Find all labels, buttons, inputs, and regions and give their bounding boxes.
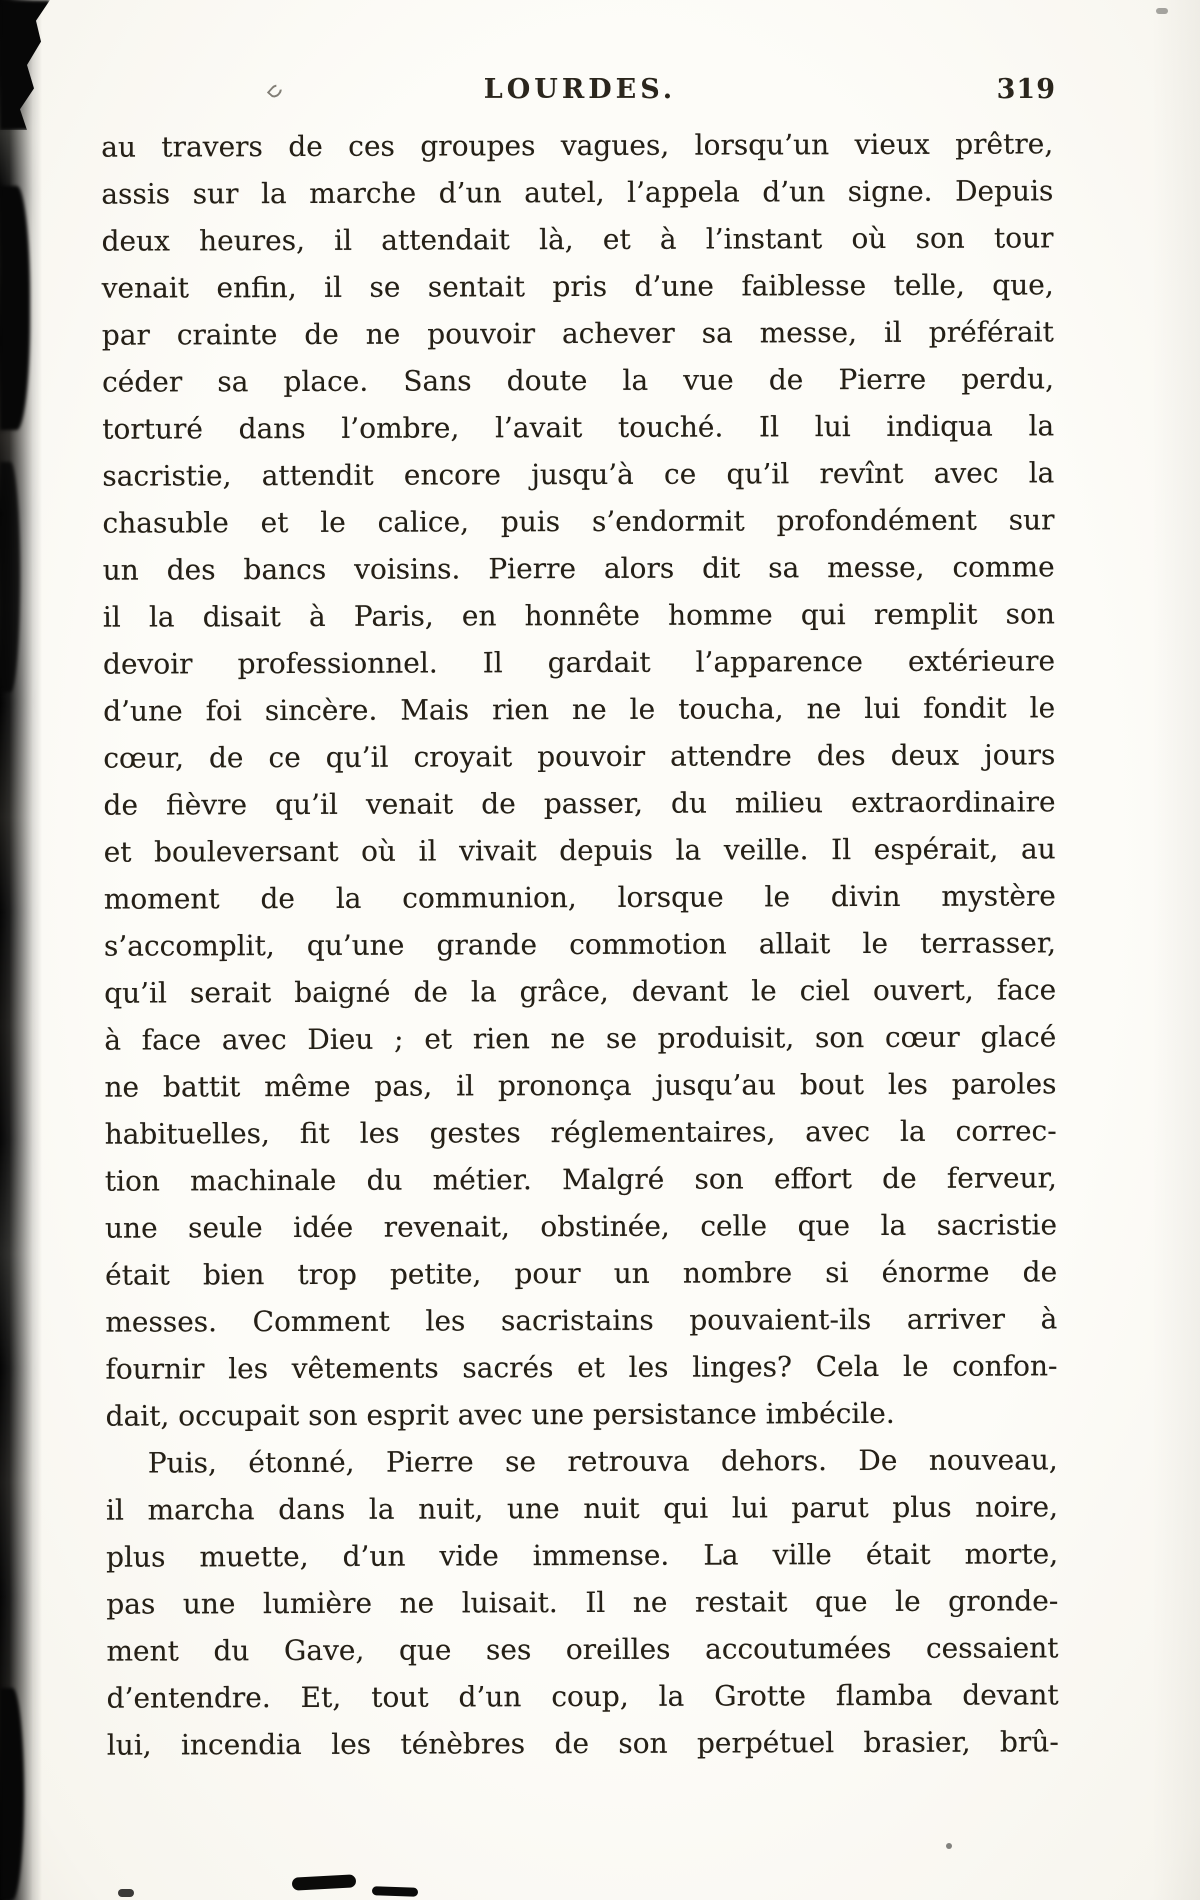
text-line: et bouleversant où il vivait depuis la veille. Il espérait, au — [103, 832, 1056, 869]
text-line: au travers de ces groupes vagues, lorsqu’un vieux prêtre, — [101, 127, 1054, 164]
text-line: il marcha dans la nuit, une nuit qui lui parut plus noire, — [105, 1490, 1059, 1527]
page-number: 319 — [996, 74, 1056, 105]
dust-speck — [1156, 8, 1168, 14]
text-line: dait, occupait son esprit avec une persistance imbécile. — [105, 1396, 895, 1433]
text-line: lui, incendia les ténèbres de son perpétuel brasier, brû- — [106, 1725, 1059, 1762]
text-line: venait enfin, il se sentait pris d’une faiblesse telle, que, — [101, 268, 1054, 305]
scan-artifact-bottom-left — [0, 1688, 24, 1900]
running-title: LOURDES. — [483, 74, 677, 105]
text-line: par crainte de ne pouvoir achever sa messe, il préférait — [101, 315, 1054, 352]
text-line: devoir professionnel. Il gardait l’apparence extérieure — [102, 644, 1056, 681]
text-line: deux heures, il attendait là, et à l’instant où son tour — [101, 221, 1054, 258]
text-line: de fièvre qu’il venait de passer, du milieu extraordinaire — [103, 785, 1056, 822]
text-line: chasuble et le calice, puis s’endormit profondément sur — [102, 503, 1055, 540]
text-line: d’entendre. Et, tout d’un coup, la Grotte flamba devant — [106, 1678, 1059, 1715]
text-line: d’une foi sincère. Mais rien ne le toucha, ne lui fondit le — [103, 691, 1056, 728]
dust-speck — [946, 1843, 952, 1849]
scan-smudge — [372, 1886, 418, 1897]
scan-artifact-left-lower — [0, 462, 20, 692]
text-line: était bien trop petite, pour un nombre si énorme de — [105, 1255, 1058, 1292]
text-line: fournir les vêtements sacrés et les linges? Cela le confon- — [105, 1349, 1058, 1386]
text-line: sacristie, attendit encore jusqu’à ce qu’il revînt avec la — [102, 456, 1055, 493]
text-line: Puis, étonné, Pierre se retrouva dehors. De nouveau, — [147, 1443, 1058, 1480]
text-line: cœur, de ce qu’il croyait pouvoir attendre des deux jours — [103, 738, 1056, 775]
scan-smudge — [292, 1874, 357, 1890]
text-line: à face avec Dieu ; et rien ne se produisit, son cœur glacé — [104, 1020, 1057, 1057]
text-line: habituelles, fit les gestes réglementaires, avec la correc- — [104, 1114, 1057, 1151]
page-header — [104, 74, 1056, 116]
text-line: ment du Gave, que ses oreilles accoutumées cessaient — [106, 1631, 1059, 1668]
text-line: un des bancs voisins. Pierre alors dit sa messe, comme — [102, 550, 1055, 587]
text-line: moment de la communion, lorsque le divin mystère — [103, 879, 1056, 916]
text-line: plus muette, d’un vide immense. La ville était morte, — [106, 1537, 1059, 1574]
body-text — [101, 120, 1059, 1768]
text-line: tion machinale du métier. Malgré son effort de ferveur, — [104, 1161, 1057, 1198]
text-line: assis sur la marche d’un autel, l’appela d’un signe. Depuis — [101, 174, 1054, 211]
scan-smudge — [118, 1889, 134, 1897]
text-line: s’accomplit, qu’une grande commotion allait le terrasser, — [103, 926, 1057, 963]
text-line: qu’il serait baigné de la grâce, devant le ciel ouvert, face — [104, 973, 1057, 1010]
text-line: une seule idée revenait, obstinée, celle que la sacristie — [104, 1208, 1058, 1245]
text-line: il la disait à Paris, en honnête homme qui remplit son — [102, 597, 1055, 634]
text-line: torturé dans l’ombre, l’avait touché. Il lui indiqua la — [102, 409, 1055, 446]
text-line: messes. Comment les sacristains pouvaient-ils arriver à — [105, 1302, 1058, 1339]
text-line: céder sa place. Sans doute la vue de Pierre perdu, — [101, 362, 1055, 399]
scan-artifact-left-mid — [0, 186, 30, 430]
text-line: ne battit même pas, il prononça jusqu’au bout les paroles — [104, 1067, 1057, 1104]
text-line: pas une lumière ne luisait. Il ne restait que le gronde- — [106, 1584, 1059, 1621]
